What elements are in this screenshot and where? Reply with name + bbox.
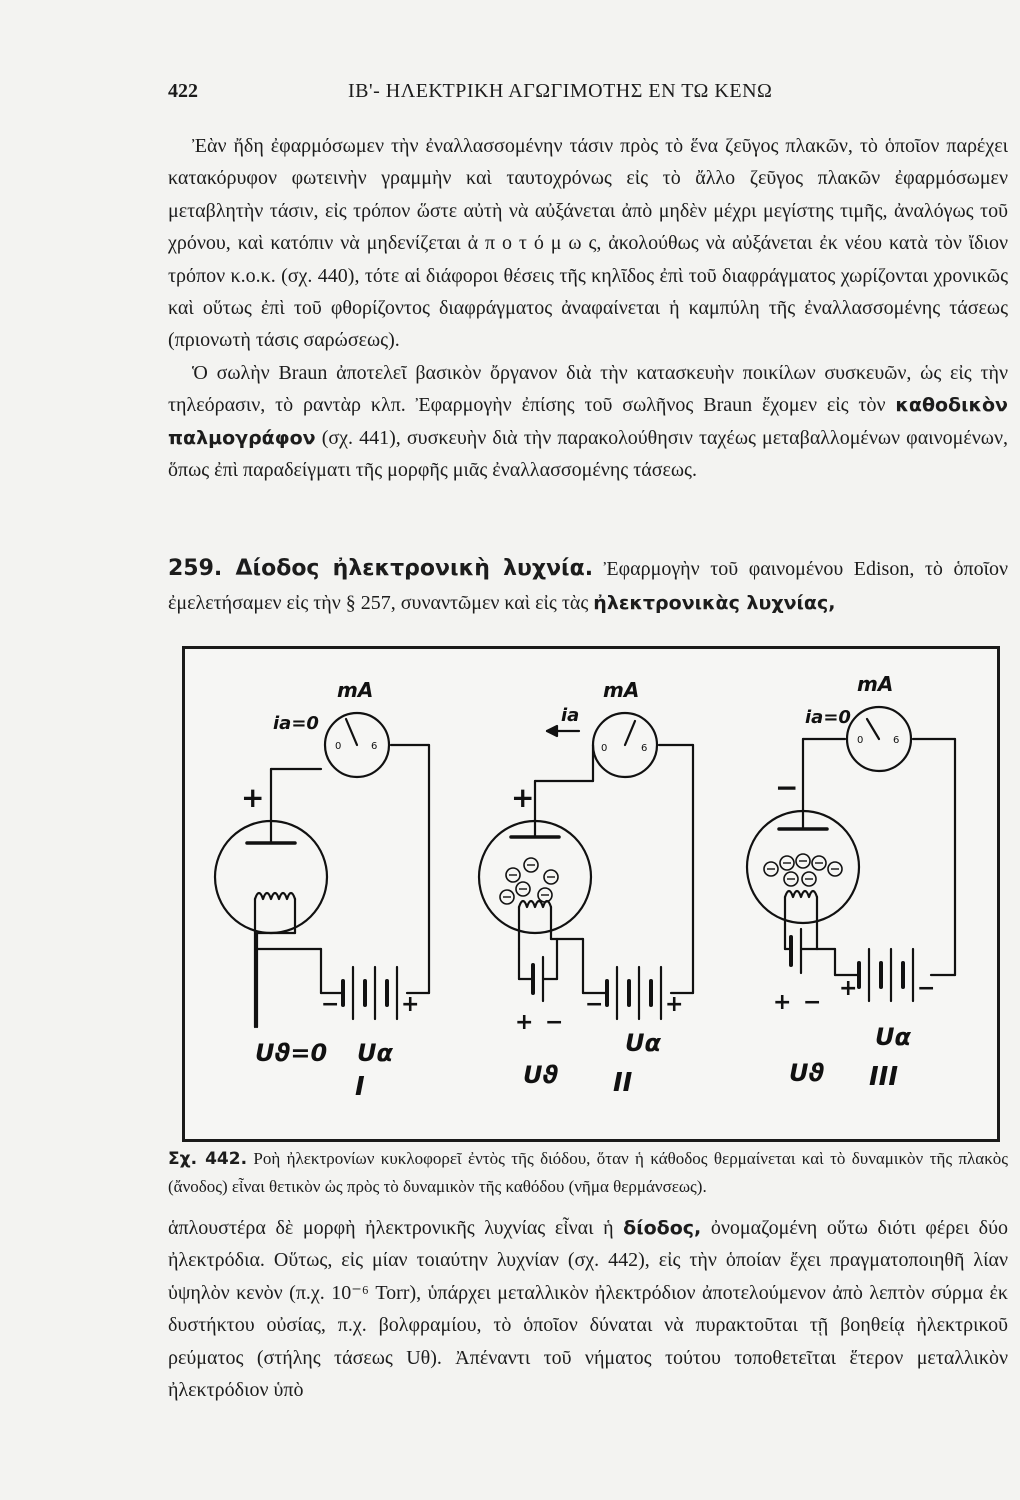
u-theta-zero-label: Uϑ=0 [255, 1039, 328, 1067]
svg-text:6: 6 [893, 735, 900, 746]
ma-label-1: mA [337, 678, 374, 702]
svg-text:6: 6 [371, 741, 378, 752]
u-theta-label-3: Uϑ [789, 1059, 825, 1087]
battery-plus-1: + [401, 992, 420, 1017]
section-title: 259. Δίοδος ἠλεκτρονικὴ λυχνία. [168, 556, 594, 581]
body-text-bottom [168, 1212, 1008, 1406]
heater-minus-2: − [545, 1010, 564, 1035]
paragraph-2-text-b: (σχ. 441), συσκευὴν διὰ τὴν παρακολούθησιν ταχέως μεταβαλλομένων φαινομένων, ὅπως ἐπὶ παραδείγματι τῆς μορφῆς μιᾶς ἐναλλασσομένης τάσεως. [168, 426, 1008, 482]
caption-label: Σχ. 442. [168, 1149, 248, 1169]
paragraph-2-bold-term: καθοδικὸν παλμογράφον [168, 394, 1008, 449]
page-header [168, 80, 1008, 112]
svg-text:0: 0 [335, 741, 342, 752]
ma-label-3: mA [857, 672, 894, 696]
circuit-1 [215, 713, 429, 1027]
battery-minus-1: − [321, 992, 340, 1017]
figure-442 [182, 646, 1000, 1142]
section-259 [168, 552, 1008, 620]
heater-battery-2 [533, 957, 543, 1001]
paragraph-2 [168, 357, 1008, 487]
svg-text:0: 0 [857, 735, 864, 746]
plus-sign-2: + [511, 781, 535, 814]
u-theta-label-2: Uϑ [523, 1061, 559, 1089]
ia-zero-label-1: ia=0 [273, 713, 319, 734]
svg-text:0: 0 [601, 743, 608, 754]
roman-label-3: III [869, 1062, 899, 1092]
ma-label-2: mA [603, 678, 640, 702]
electrons-3 [764, 854, 842, 886]
paragraph-3-text-a: ἁπλουστέρα δὲ μορφὴ ἠλεκτρονικῆς λυχνίας εἶναι ἡ [168, 1217, 624, 1239]
circuit-3 [747, 707, 955, 1001]
plus-sign-1: + [241, 781, 265, 814]
section-text: Ἐφαρμογὴν τοῦ φαινομένου Edison, τὸ ὁποῖον ἐμελετήσαμεν εἰς τὴν § 257, συναντῶμεν καὶ εἰς τὰς [168, 558, 1009, 614]
circuit-2 [479, 713, 693, 1019]
battery-3 [859, 949, 913, 1001]
heater-battery-3 [791, 929, 801, 973]
paragraph-3-bold-term: δίοδος, [623, 1217, 702, 1239]
paragraph-3 [168, 1212, 1008, 1406]
body-text-top [168, 130, 1008, 486]
battery-plus-2: + [665, 992, 684, 1017]
ia-label-2: ia [561, 705, 580, 726]
section-bold-term: ἠλεκτρονικὰς λυχνίας, [593, 592, 836, 614]
battery-minus-2: − [585, 992, 604, 1017]
heater-plus-2: + [515, 1010, 534, 1035]
figure-caption [168, 1145, 1008, 1201]
filament-3 [785, 891, 817, 897]
paragraph-1: Ἐὰν ἤδη ἐφαρμόσωμεν τὴν ἐναλλασσομένην τάσιν πρὸς τὸ ἕνα ζεῦγος πλακῶν, τὸ ὁποῖον παρέχει κατακόρυφον φωτεινὴν γραμμὴν καὶ ταυτοχρόνως εἰς τὸ ἄλλο ζεῦγος πλακῶν ἐφαρμόσωμεν μεταβλητὴν τάσιν, εἰς τρόπον ὥστε αὐτὴ νὰ αὐξάνεται ἀπὸ μηδὲν μέχρι μεγίστης τιμῆς, ἀναλόγως τοῦ χρόνου, καὶ κατόπιν νὰ μηδενίζεται ἀ π ο τ ό μ ω ς, ἀκολούθως νὰ αὐξάνεται ἐκ νέου κατὰ τὸν ἴδιον τρόπον κ.ο.κ. (σχ. 440), τότε αἱ διάφοροι θέσεις τῆς κηλῖδος ἐπὶ τοῦ διαφράγματος χωρίζονται χρονικῶς καὶ οὕτως ἐπὶ τοῦ φθορίζοντος διαφράγματος ἀναφαίνεται ἡ καμπύλη τῆς ἐναλλασσομένης τάσεως (πριονωτὴ τάσις σαρώσεως). [168, 135, 1008, 352]
roman-label-1: I [355, 1072, 365, 1102]
filament-1 [255, 893, 295, 899]
filament-2 [519, 901, 551, 907]
paragraph-2-text-a: Ὁ σωλὴν Braun ἀποτελεῖ βασικὸν ὄργανον διὰ τὴν κατασκευὴν ποικίλων συσκευῶν, ὡς εἰς τὴν τηλεόρασιν, τὸ ραντὰρ κλπ. Ἐφαρμογὴν ἐπίσης τοῦ σωλῆνος Braun ἔχομεν εἰς τὸν [168, 361, 1008, 417]
caption-text: Ροὴ ἠλεκτρονίων κυκλοφορεῖ ἐντὸς τῆς διόδου, ὅταν ἡ κάθοδος θερμαίνεται καὶ τὸ δυναμικὸν τῆς πλακὸς (ἄνοδος) εἶναι θετικὸν ὡς πρὸς τὸ δυναμικὸν τῆς καθόδου (νῆμα θερμάνσεως). [168, 1149, 1008, 1196]
battery-plus-3: + [839, 976, 858, 1001]
battery-minus-3: − [917, 976, 936, 1001]
u-a-label-3: Uα [875, 1023, 911, 1051]
svg-text:6: 6 [641, 743, 648, 754]
u-a-label-1: Uα [357, 1039, 393, 1067]
battery-2 [607, 967, 661, 1019]
roman-label-2: II [613, 1068, 633, 1098]
minus-sign-3: − [775, 771, 799, 804]
ia-zero-label-3: ia=0 [805, 707, 851, 728]
page-number: 422 [168, 80, 198, 102]
diode-circuits-diagram [185, 649, 997, 1139]
heater-plus-3: + [773, 990, 792, 1015]
paragraph-3-text-b: ὀνομαζομένη οὕτω διότι φέρει δύο ἠλεκτρόδια. Οὕτως, εἰς μίαν τοιαύτην λυχνίαν (σχ. 442), εἰς τὴν ὁποίαν ἔχει πραγματοποιηθῆ λίαν ὑψηλὸν κενὸν (π.χ. 10⁻⁶ Torr), ὑπάρχει μεταλλικὸν ἠλεκτρόδιον ἀποτελούμενον ἀπὸ λεπτὸν σύρμα ἐκ δυστήκτου οὐσίας, π.χ. βολφραμίου, τὸ ὁποῖον δύναται νὰ πυρακτοῦται τῇ βοηθείᾳ ἠλεκτρικοῦ ρεύματος (στήλης τάσεως Uθ). Ἀπέναντι τοῦ νήματος τούτου τοποθετεῖται ἕτερον μεταλλικὸν ἠλεκτρόδιον ὑπὸ [168, 1217, 1008, 1402]
heater-minus-3: − [803, 990, 822, 1015]
u-a-label-2: Uα [625, 1029, 661, 1057]
battery-1 [343, 967, 397, 1019]
running-title: ΙΒ'- ΗΛΕΚΤΡΙΚΗ ΑΓΩΓΙΜΟΤΗΣ ΕΝ ΤΩ ΚΕΝΩ [348, 80, 773, 102]
